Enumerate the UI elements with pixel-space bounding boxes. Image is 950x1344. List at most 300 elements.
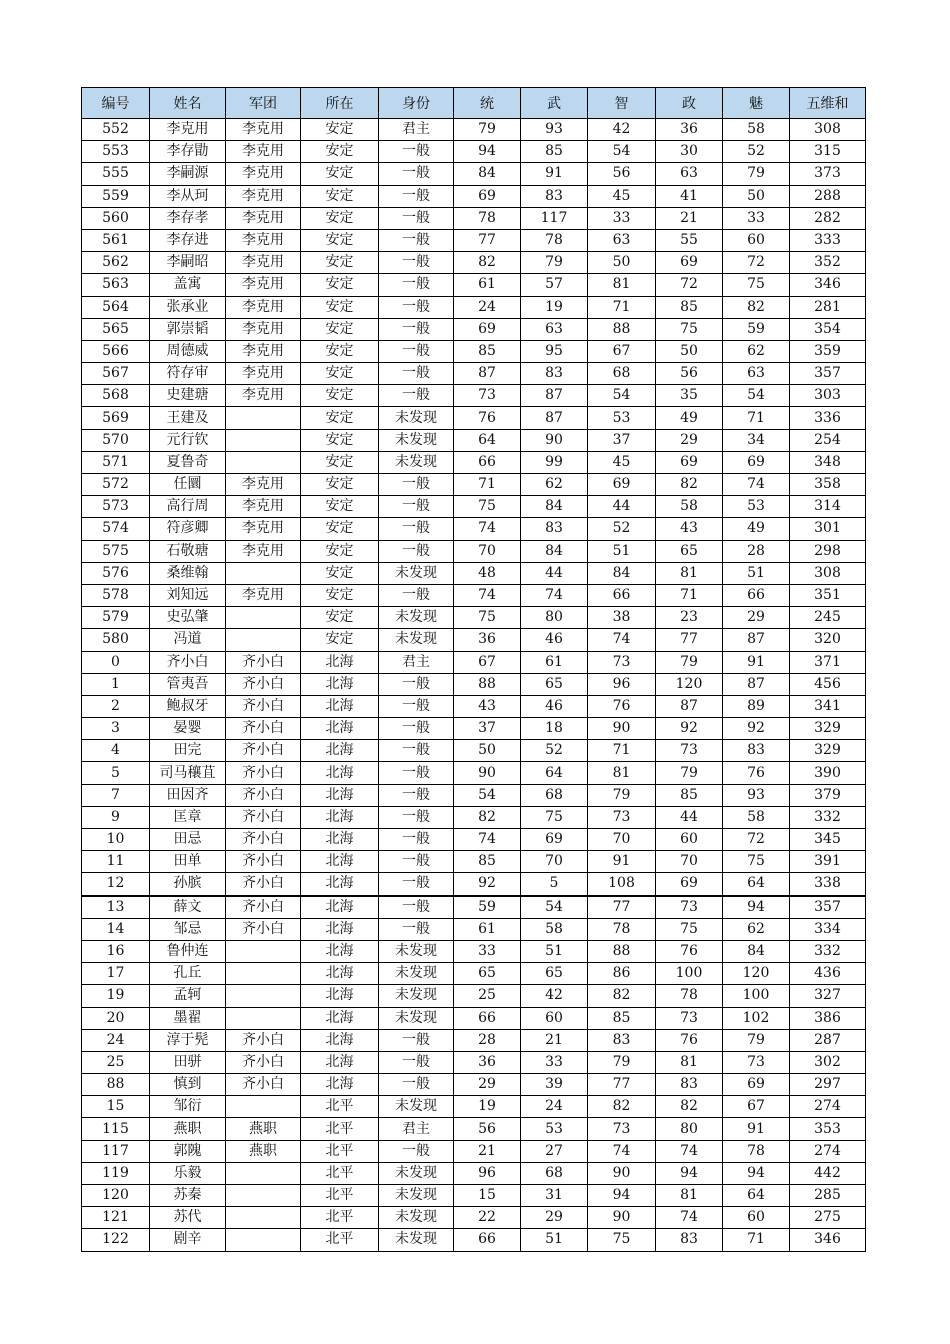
table-cell[interactable]: 85: [656, 296, 723, 318]
table-cell[interactable]: 357: [790, 896, 866, 919]
table-cell[interactable]: 85: [454, 340, 521, 362]
table-cell[interactable]: 314: [790, 496, 866, 518]
table-cell[interactable]: 齐小白: [226, 873, 301, 896]
table-cell[interactable]: 64: [723, 1185, 790, 1207]
table-cell[interactable]: 一般: [379, 496, 454, 518]
table-cell[interactable]: 27: [521, 1140, 588, 1162]
table-cell[interactable]: 62: [723, 918, 790, 940]
table-cell[interactable]: 81: [588, 274, 656, 296]
table-cell[interactable]: 71: [588, 296, 656, 318]
table-cell[interactable]: 308: [790, 119, 866, 141]
table-cell[interactable]: 70: [588, 829, 656, 851]
table-cell[interactable]: 62: [723, 340, 790, 362]
table-cell[interactable]: [226, 940, 301, 962]
table-cell[interactable]: 96: [454, 1162, 521, 1184]
table-cell[interactable]: 一般: [379, 1051, 454, 1073]
table-cell[interactable]: 90: [521, 429, 588, 451]
table-cell[interactable]: 57: [521, 274, 588, 296]
table-cell[interactable]: 71: [588, 740, 656, 762]
table-cell[interactable]: 一般: [379, 318, 454, 340]
table-cell[interactable]: 李克用: [226, 363, 301, 385]
table-cell[interactable]: 王建及: [150, 407, 226, 429]
table-cell[interactable]: 北平: [301, 1118, 379, 1140]
table-cell[interactable]: 北海: [301, 985, 379, 1007]
table-cell[interactable]: 一般: [379, 695, 454, 717]
table-cell[interactable]: 303: [790, 385, 866, 407]
table-cell[interactable]: 齐小白: [226, 918, 301, 940]
table-cell[interactable]: 19: [454, 1096, 521, 1118]
table-cell[interactable]: 281: [790, 296, 866, 318]
table-cell[interactable]: 75: [588, 1229, 656, 1251]
table-cell[interactable]: 563: [82, 274, 150, 296]
table-cell[interactable]: 78: [454, 207, 521, 229]
table-cell[interactable]: 341: [790, 695, 866, 717]
table-cell[interactable]: 52: [521, 740, 588, 762]
table-cell[interactable]: 齐小白: [226, 1051, 301, 1073]
table-cell[interactable]: 李克用: [226, 163, 301, 185]
table-cell[interactable]: 442: [790, 1162, 866, 1184]
table-cell[interactable]: 65: [656, 540, 723, 562]
table-cell[interactable]: 77: [454, 229, 521, 251]
table-cell[interactable]: 555: [82, 163, 150, 185]
table-cell[interactable]: 安定: [301, 496, 379, 518]
table-cell[interactable]: 373: [790, 163, 866, 185]
table-cell[interactable]: [226, 1162, 301, 1184]
table-cell[interactable]: 司马穰苴: [150, 762, 226, 784]
table-cell[interactable]: 559: [82, 185, 150, 207]
table-cell[interactable]: 108: [588, 873, 656, 896]
table-cell[interactable]: 61: [454, 918, 521, 940]
column-header[interactable]: 五维和: [790, 88, 866, 119]
table-cell[interactable]: 24: [521, 1096, 588, 1118]
table-cell[interactable]: 58: [723, 119, 790, 141]
table-cell[interactable]: 353: [790, 1118, 866, 1140]
table-cell[interactable]: 82: [588, 1096, 656, 1118]
table-cell[interactable]: 5: [521, 873, 588, 896]
table-cell[interactable]: 578: [82, 584, 150, 606]
table-cell[interactable]: 北海: [301, 718, 379, 740]
table-cell[interactable]: 315: [790, 141, 866, 163]
table-cell[interactable]: 82: [723, 296, 790, 318]
table-cell[interactable]: 25: [454, 985, 521, 1007]
table-cell[interactable]: 84: [521, 496, 588, 518]
table-cell[interactable]: 66: [454, 1229, 521, 1251]
table-cell[interactable]: 任圜: [150, 474, 226, 496]
table-cell[interactable]: 北平: [301, 1096, 379, 1118]
table-cell[interactable]: 71: [454, 474, 521, 496]
table-cell[interactable]: 87: [521, 385, 588, 407]
table-cell[interactable]: 75: [521, 806, 588, 828]
table-cell[interactable]: 安定: [301, 296, 379, 318]
table-cell[interactable]: 李克用: [226, 185, 301, 207]
table-cell[interactable]: 郭隗: [150, 1140, 226, 1162]
table-cell[interactable]: 571: [82, 451, 150, 473]
table-cell[interactable]: 245: [790, 607, 866, 629]
table-cell[interactable]: 87: [454, 363, 521, 385]
table-cell[interactable]: [226, 607, 301, 629]
table-cell[interactable]: 安定: [301, 340, 379, 362]
table-cell[interactable]: 72: [723, 252, 790, 274]
table-cell[interactable]: 120: [723, 963, 790, 985]
table-cell[interactable]: 一般: [379, 385, 454, 407]
table-cell[interactable]: 李从珂: [150, 185, 226, 207]
table-cell[interactable]: 83: [521, 518, 588, 540]
table-cell[interactable]: 苏代: [150, 1207, 226, 1229]
table-cell[interactable]: 67: [588, 340, 656, 362]
table-cell[interactable]: 56: [454, 1118, 521, 1140]
table-cell[interactable]: 64: [454, 429, 521, 451]
table-cell[interactable]: 59: [723, 318, 790, 340]
table-cell[interactable]: 一般: [379, 896, 454, 919]
table-cell[interactable]: 50: [723, 185, 790, 207]
table-cell[interactable]: 82: [588, 985, 656, 1007]
table-cell[interactable]: 50: [656, 340, 723, 362]
table-cell[interactable]: 83: [521, 363, 588, 385]
table-cell[interactable]: 274: [790, 1096, 866, 1118]
table-cell[interactable]: 李克用: [226, 584, 301, 606]
table-cell[interactable]: 36: [656, 119, 723, 141]
table-cell[interactable]: 85: [454, 851, 521, 873]
table-cell[interactable]: 82: [454, 252, 521, 274]
table-cell[interactable]: 91: [723, 1118, 790, 1140]
table-cell[interactable]: 12: [82, 873, 150, 896]
table-cell[interactable]: 北海: [301, 673, 379, 695]
table-cell[interactable]: [226, 1207, 301, 1229]
table-cell[interactable]: 65: [454, 963, 521, 985]
table-cell[interactable]: 562: [82, 252, 150, 274]
table-cell[interactable]: 54: [723, 385, 790, 407]
table-cell[interactable]: 29: [656, 429, 723, 451]
table-cell[interactable]: 100: [723, 985, 790, 1007]
table-cell[interactable]: 孙膑: [150, 873, 226, 896]
table-cell[interactable]: 郭崇韬: [150, 318, 226, 340]
table-cell[interactable]: [226, 429, 301, 451]
table-cell[interactable]: 91: [588, 851, 656, 873]
table-cell[interactable]: 42: [588, 119, 656, 141]
table-cell[interactable]: 50: [454, 740, 521, 762]
table-cell[interactable]: 15: [82, 1096, 150, 1118]
table-cell[interactable]: 53: [588, 407, 656, 429]
table-cell[interactable]: 齐小白: [226, 718, 301, 740]
table-cell[interactable]: 297: [790, 1074, 866, 1096]
table-cell[interactable]: 348: [790, 451, 866, 473]
table-cell[interactable]: 74: [454, 518, 521, 540]
table-cell[interactable]: 83: [588, 1029, 656, 1051]
table-cell[interactable]: 75: [656, 918, 723, 940]
table-cell[interactable]: 564: [82, 296, 150, 318]
table-cell[interactable]: 盖寓: [150, 274, 226, 296]
table-cell[interactable]: 一般: [379, 363, 454, 385]
table-cell[interactable]: 99: [521, 451, 588, 473]
table-cell[interactable]: 李克用: [226, 318, 301, 340]
table-cell[interactable]: 70: [656, 851, 723, 873]
table-cell[interactable]: 安定: [301, 429, 379, 451]
table-cell[interactable]: 一般: [379, 1074, 454, 1096]
table-cell[interactable]: 李克用: [226, 141, 301, 163]
table-cell[interactable]: 29: [723, 607, 790, 629]
table-cell[interactable]: 65: [521, 673, 588, 695]
table-cell[interactable]: 567: [82, 363, 150, 385]
table-cell[interactable]: 73: [656, 740, 723, 762]
table-cell[interactable]: 安定: [301, 540, 379, 562]
table-cell[interactable]: 未发现: [379, 1207, 454, 1229]
table-cell[interactable]: 63: [656, 163, 723, 185]
table-cell[interactable]: 275: [790, 1207, 866, 1229]
table-cell[interactable]: 未发现: [379, 429, 454, 451]
table-cell[interactable]: 匡章: [150, 806, 226, 828]
table-cell[interactable]: 安定: [301, 451, 379, 473]
table-cell[interactable]: [226, 963, 301, 985]
table-cell[interactable]: 572: [82, 474, 150, 496]
table-cell[interactable]: 336: [790, 407, 866, 429]
table-cell[interactable]: 456: [790, 673, 866, 695]
table-cell[interactable]: 78: [521, 229, 588, 251]
table-cell[interactable]: 一般: [379, 540, 454, 562]
table-cell[interactable]: 73: [588, 651, 656, 673]
table-cell[interactable]: 君主: [379, 1118, 454, 1140]
table-cell[interactable]: 11: [82, 851, 150, 873]
column-header[interactable]: 智: [588, 88, 656, 119]
table-cell[interactable]: 23: [656, 607, 723, 629]
table-cell[interactable]: 一般: [379, 207, 454, 229]
table-cell[interactable]: 苏秦: [150, 1185, 226, 1207]
table-cell[interactable]: 桑维翰: [150, 562, 226, 584]
table-cell[interactable]: 李克用: [226, 340, 301, 362]
table-cell[interactable]: 71: [723, 1229, 790, 1251]
table-cell[interactable]: 剧辛: [150, 1229, 226, 1251]
table-cell[interactable]: 332: [790, 940, 866, 962]
table-cell[interactable]: 329: [790, 718, 866, 740]
table-cell[interactable]: 553: [82, 141, 150, 163]
table-cell[interactable]: 60: [723, 229, 790, 251]
table-cell[interactable]: 一般: [379, 784, 454, 806]
table-cell[interactable]: 76: [723, 762, 790, 784]
table-cell[interactable]: 85: [656, 784, 723, 806]
table-cell[interactable]: 79: [454, 119, 521, 141]
table-cell[interactable]: 570: [82, 429, 150, 451]
table-cell[interactable]: 北海: [301, 873, 379, 896]
table-cell[interactable]: 齐小白: [226, 784, 301, 806]
table-cell[interactable]: 夏鲁奇: [150, 451, 226, 473]
table-cell[interactable]: 33: [723, 207, 790, 229]
table-cell[interactable]: 北海: [301, 784, 379, 806]
table-cell[interactable]: 69: [656, 873, 723, 896]
table-cell[interactable]: 63: [521, 318, 588, 340]
table-cell[interactable]: 43: [656, 518, 723, 540]
table-cell[interactable]: 安定: [301, 518, 379, 540]
table-cell[interactable]: 一般: [379, 1140, 454, 1162]
table-cell[interactable]: 352: [790, 252, 866, 274]
table-cell[interactable]: 安定: [301, 163, 379, 185]
table-cell[interactable]: 一般: [379, 340, 454, 362]
table-cell[interactable]: 刘知远: [150, 584, 226, 606]
table-cell[interactable]: 67: [723, 1096, 790, 1118]
table-cell[interactable]: 119: [82, 1162, 150, 1184]
table-cell[interactable]: 64: [521, 762, 588, 784]
table-cell[interactable]: 52: [723, 141, 790, 163]
table-cell[interactable]: 一般: [379, 296, 454, 318]
table-cell[interactable]: 66: [723, 584, 790, 606]
table-cell[interactable]: 86: [588, 963, 656, 985]
table-cell[interactable]: 北海: [301, 918, 379, 940]
table-cell[interactable]: 61: [454, 274, 521, 296]
table-cell[interactable]: 李克用: [226, 385, 301, 407]
table-cell[interactable]: 齐小白: [226, 1074, 301, 1096]
table-cell[interactable]: 安定: [301, 229, 379, 251]
table-cell[interactable]: 75: [454, 607, 521, 629]
table-cell[interactable]: 24: [82, 1029, 150, 1051]
table-cell[interactable]: 63: [723, 363, 790, 385]
table-cell[interactable]: 李克用: [226, 229, 301, 251]
table-cell[interactable]: 73: [588, 806, 656, 828]
table-cell[interactable]: 83: [723, 740, 790, 762]
table-cell[interactable]: 21: [521, 1029, 588, 1051]
table-cell[interactable]: 李克用: [226, 296, 301, 318]
table-cell[interactable]: 62: [521, 474, 588, 496]
column-header[interactable]: 编号: [82, 88, 150, 119]
table-cell[interactable]: 张承业: [150, 296, 226, 318]
table-cell[interactable]: 50: [588, 252, 656, 274]
table-cell[interactable]: 北海: [301, 851, 379, 873]
table-cell[interactable]: 14: [82, 918, 150, 940]
table-cell[interactable]: 75: [723, 851, 790, 873]
table-cell[interactable]: 75: [656, 318, 723, 340]
table-cell[interactable]: 5: [82, 762, 150, 784]
table-cell[interactable]: 李嗣昭: [150, 252, 226, 274]
table-cell[interactable]: 孔丘: [150, 963, 226, 985]
table-cell[interactable]: 77: [656, 629, 723, 651]
table-cell[interactable]: [226, 629, 301, 651]
table-cell[interactable]: 73: [454, 385, 521, 407]
table-cell[interactable]: 87: [521, 407, 588, 429]
table-cell[interactable]: 76: [588, 695, 656, 717]
table-cell[interactable]: 北海: [301, 1007, 379, 1029]
table-cell[interactable]: 邹衍: [150, 1096, 226, 1118]
table-cell[interactable]: 333: [790, 229, 866, 251]
table-cell[interactable]: 94: [454, 141, 521, 163]
table-cell[interactable]: 54: [588, 385, 656, 407]
table-cell[interactable]: 74: [521, 584, 588, 606]
table-cell[interactable]: 573: [82, 496, 150, 518]
table-cell[interactable]: 北海: [301, 896, 379, 919]
table-cell[interactable]: 91: [521, 163, 588, 185]
table-cell[interactable]: 北海: [301, 651, 379, 673]
table-cell[interactable]: 386: [790, 1007, 866, 1029]
table-cell[interactable]: 69: [521, 829, 588, 851]
table-cell[interactable]: 93: [723, 784, 790, 806]
table-cell[interactable]: 未发现: [379, 1185, 454, 1207]
table-cell[interactable]: 慎到: [150, 1074, 226, 1096]
table-cell[interactable]: 74: [588, 1140, 656, 1162]
table-cell[interactable]: 436: [790, 963, 866, 985]
table-cell[interactable]: 71: [723, 407, 790, 429]
table-cell[interactable]: 未发现: [379, 1096, 454, 1118]
table-cell[interactable]: 15: [454, 1185, 521, 1207]
table-cell[interactable]: 田忌: [150, 829, 226, 851]
table-cell[interactable]: 90: [588, 718, 656, 740]
table-cell[interactable]: 53: [521, 1118, 588, 1140]
table-cell[interactable]: 邹忌: [150, 918, 226, 940]
table-cell[interactable]: 北海: [301, 695, 379, 717]
table-cell[interactable]: 北海: [301, 1074, 379, 1096]
table-cell[interactable]: 87: [656, 695, 723, 717]
table-cell[interactable]: 齐小白: [226, 651, 301, 673]
table-cell[interactable]: 田单: [150, 851, 226, 873]
table-cell[interactable]: 一般: [379, 762, 454, 784]
table-cell[interactable]: 一般: [379, 806, 454, 828]
table-cell[interactable]: 82: [656, 474, 723, 496]
table-cell[interactable]: 80: [521, 607, 588, 629]
table-cell[interactable]: 73: [588, 1118, 656, 1140]
table-cell[interactable]: 安定: [301, 562, 379, 584]
table-cell[interactable]: 93: [521, 119, 588, 141]
table-cell[interactable]: 符存审: [150, 363, 226, 385]
table-cell[interactable]: 一般: [379, 518, 454, 540]
table-cell[interactable]: 一般: [379, 740, 454, 762]
table-cell[interactable]: 墨翟: [150, 1007, 226, 1029]
table-cell[interactable]: 46: [521, 695, 588, 717]
table-cell[interactable]: 54: [588, 141, 656, 163]
table-cell[interactable]: 79: [656, 651, 723, 673]
table-cell[interactable]: 351: [790, 584, 866, 606]
table-cell[interactable]: 符彦卿: [150, 518, 226, 540]
table-cell[interactable]: 未发现: [379, 940, 454, 962]
table-cell[interactable]: 52: [588, 518, 656, 540]
table-cell[interactable]: 83: [656, 1229, 723, 1251]
table-cell[interactable]: 70: [521, 851, 588, 873]
table-cell[interactable]: 575: [82, 540, 150, 562]
table-cell[interactable]: 42: [521, 985, 588, 1007]
table-cell[interactable]: 一般: [379, 1029, 454, 1051]
table-cell[interactable]: 石敬瑭: [150, 540, 226, 562]
table-cell[interactable]: 21: [656, 207, 723, 229]
table-cell[interactable]: 44: [521, 562, 588, 584]
table-cell[interactable]: 282: [790, 207, 866, 229]
table-cell[interactable]: 90: [454, 762, 521, 784]
table-cell[interactable]: 35: [656, 385, 723, 407]
table-cell[interactable]: 4: [82, 740, 150, 762]
table-cell[interactable]: 乐毅: [150, 1162, 226, 1184]
table-cell[interactable]: 79: [723, 163, 790, 185]
table-cell[interactable]: 安定: [301, 274, 379, 296]
table-cell[interactable]: 北海: [301, 940, 379, 962]
table-cell[interactable]: 55: [656, 229, 723, 251]
table-cell[interactable]: 68: [521, 784, 588, 806]
table-cell[interactable]: 81: [588, 762, 656, 784]
table-cell[interactable]: 36: [454, 1051, 521, 1073]
table-cell[interactable]: [226, 407, 301, 429]
table-cell[interactable]: 北平: [301, 1207, 379, 1229]
table-cell[interactable]: 齐小白: [226, 806, 301, 828]
table-cell[interactable]: 54: [521, 896, 588, 919]
table-cell[interactable]: 274: [790, 1140, 866, 1162]
table-cell[interactable]: 84: [588, 562, 656, 584]
table-cell[interactable]: 北海: [301, 806, 379, 828]
table-cell[interactable]: 21: [454, 1140, 521, 1162]
table-cell[interactable]: 燕职: [226, 1140, 301, 1162]
table-cell[interactable]: 58: [521, 918, 588, 940]
table-cell[interactable]: 李存孝: [150, 207, 226, 229]
table-cell[interactable]: 一般: [379, 673, 454, 695]
table-cell[interactable]: 90: [588, 1162, 656, 1184]
table-cell[interactable]: 33: [588, 207, 656, 229]
table-cell[interactable]: 46: [521, 629, 588, 651]
table-cell[interactable]: 齐小白: [226, 762, 301, 784]
table-cell[interactable]: [226, 1185, 301, 1207]
table-cell[interactable]: 76: [656, 940, 723, 962]
table-cell[interactable]: 9: [82, 806, 150, 828]
table-cell[interactable]: 未发现: [379, 607, 454, 629]
